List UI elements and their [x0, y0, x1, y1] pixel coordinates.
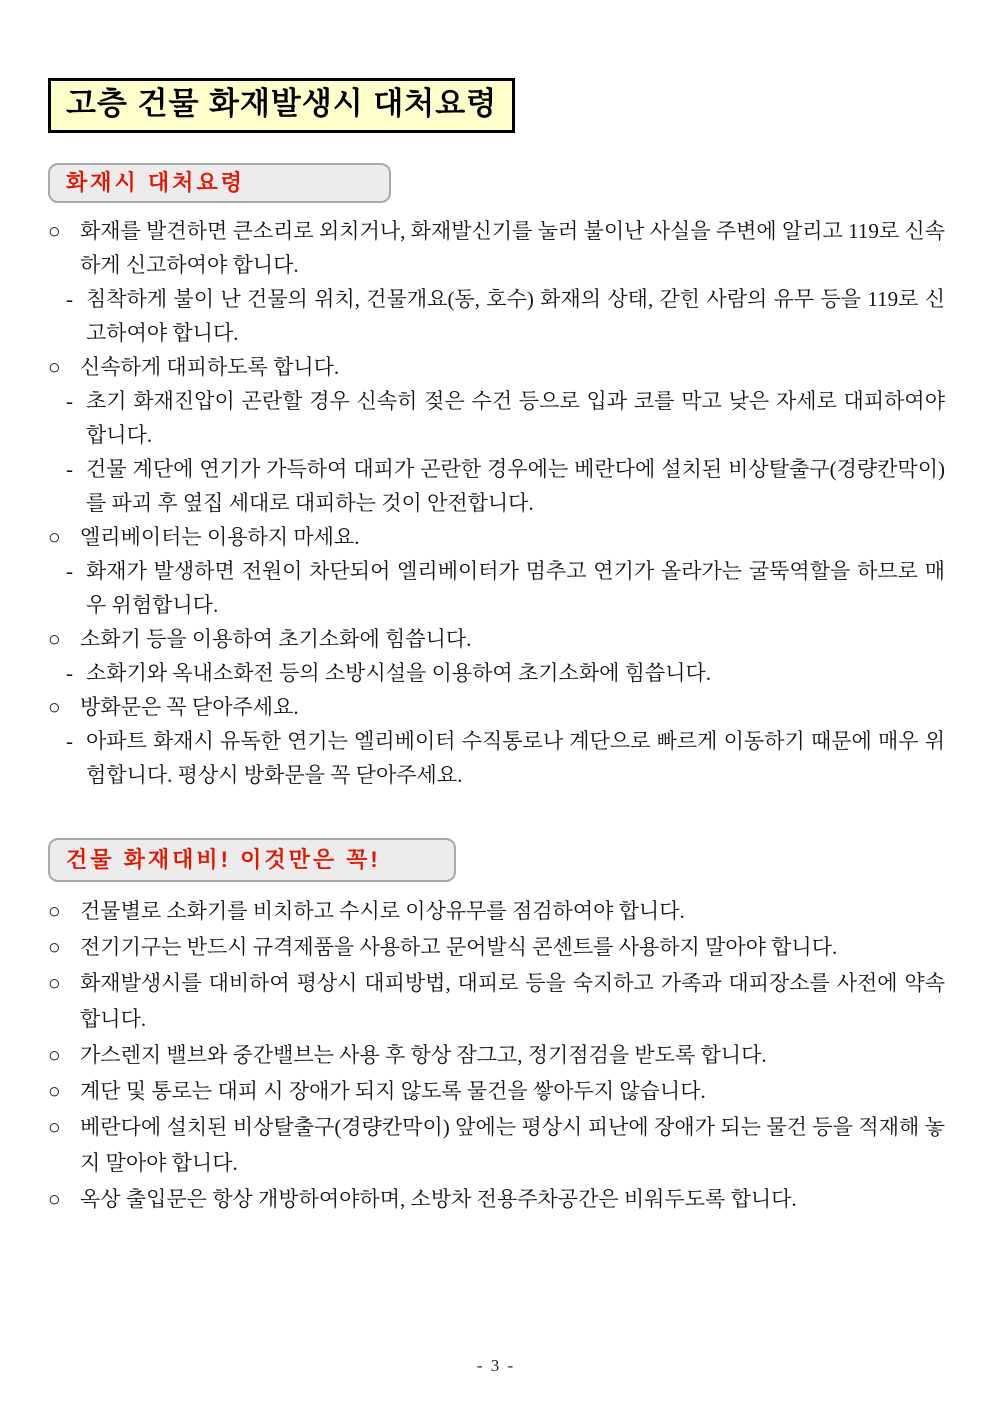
item-text: 방화문은 꼭 닫아주세요. [80, 695, 299, 719]
list-item [48, 1073, 945, 1109]
circle-bullet-icon: ○ [48, 1043, 61, 1067]
circle-bullet-icon: ○ [48, 525, 61, 549]
page-number: - 3 - [476, 1356, 516, 1375]
list-item [48, 214, 945, 282]
circle-bullet-icon: ○ [48, 935, 61, 959]
list-subitem [66, 384, 945, 452]
item-text: 화재를 발견하면 큰소리로 외치거나, 화재발신기를 눌러 불이난 사실을 주변에 알리고 119로 신속하게 신고하여야 합니다. [80, 219, 945, 277]
list-subitem [66, 282, 945, 350]
item-text: 건물별로 소화기를 비치하고 수시로 이상유무를 점검하여야 합니다. [80, 899, 685, 923]
list-subitem [66, 452, 945, 520]
list-item [48, 1181, 945, 1217]
subitem-text: 침착하게 불이 난 건물의 위치, 건물개요(동, 호수) 화재의 상태, 갇힌 사람의 유무 등을 119로 신고하여야 합니다. [86, 287, 945, 345]
item-text: 전기기구는 반드시 규격제품을 사용하고 문어발식 콘센트를 사용하지 말아야 합니다. [80, 935, 838, 959]
circle-bullet-icon: ○ [48, 627, 61, 651]
item-text: 화재발생시를 대비하여 평상시 대피방법, 대피로 등을 숙지하고 가족과 대피장소를 사전에 약속합니다. [80, 971, 945, 1031]
list-item [48, 965, 945, 1037]
document-title-box [48, 78, 515, 133]
item-text: 가스렌지 밸브와 중간밸브는 사용 후 항상 잠그고, 정기점검을 받도록 합니다. [80, 1043, 767, 1067]
item-text: 옥상 출입문은 항상 개방하여야하며, 소방차 전용주차공간은 비워두도록 합니다. [80, 1187, 797, 1211]
item-text: 소화기 등을 이용하여 초기소화에 힘씁니다. [80, 627, 472, 651]
dash-bullet-icon: - [66, 661, 73, 685]
circle-bullet-icon: ○ [48, 219, 61, 243]
list-subitem [66, 724, 945, 792]
dash-bullet-icon: - [66, 559, 73, 583]
list-item [48, 520, 945, 554]
section-header-fire-prevention [48, 838, 456, 882]
dash-bullet-icon: - [66, 729, 73, 753]
circle-bullet-icon: ○ [48, 1187, 61, 1211]
circle-bullet-icon: ○ [48, 1079, 61, 1103]
section-header-label: 건물 화재대비! 이것만은 꼭! [66, 847, 381, 872]
dash-bullet-icon: - [66, 457, 73, 481]
list-item [48, 929, 945, 965]
item-text: 신속하게 대피하도록 합니다. [80, 355, 340, 379]
circle-bullet-icon: ○ [48, 971, 61, 995]
list-subitem [66, 554, 945, 622]
item-text: 엘리베이터는 이용하지 마세요. [80, 525, 360, 549]
subitem-text: 초기 화재진압이 곤란할 경우 신속히 젖은 수건 등으로 입과 코를 막고 낮은 자세로 대피하여야 합니다. [86, 389, 945, 447]
circle-bullet-icon: ○ [48, 695, 61, 719]
circle-bullet-icon: ○ [48, 899, 61, 923]
section-header-label: 화재시 대처요령 [66, 170, 245, 195]
section-fire-response-items [48, 214, 945, 792]
list-subitem [66, 656, 945, 690]
dash-bullet-icon: - [66, 389, 73, 413]
list-item [48, 350, 945, 384]
list-item [48, 690, 945, 724]
circle-bullet-icon: ○ [48, 1115, 61, 1139]
subitem-text: 화재가 발생하면 전원이 차단되어 엘리베이터가 멈추고 연기가 올라가는 굴뚝역할을 하므로 매우 위험합니다. [86, 559, 945, 617]
section-header-fire-response [48, 163, 391, 203]
list-item [48, 893, 945, 929]
section-fire-response [48, 163, 945, 792]
page-title: 고층 건물 화재발생시 대처요령 [66, 86, 498, 121]
item-text: 베란다에 설치된 비상탈출구(경량칸막이) 앞에는 평상시 피난에 장애가 되는 물건 등을 적재해 놓지 말아야 합니다. [80, 1115, 945, 1175]
subitem-text: 아파트 화재시 유독한 연기는 엘리베이터 수직통로나 계단으로 빠르게 이동하기 때문에 매우 위험합니다. 평상시 방화문을 꼭 닫아주세요. [86, 729, 945, 787]
subitem-text: 소화기와 옥내소화전 등의 소방시설을 이용하여 초기소화에 힘씁니다. [86, 661, 712, 685]
list-item [48, 622, 945, 656]
item-text: 계단 및 통로는 대피 시 장애가 되지 않도록 물건을 쌓아두지 않습니다. [80, 1079, 706, 1103]
list-item [48, 1109, 945, 1181]
section-fire-prevention [48, 838, 945, 1217]
section-fire-prevention-items [48, 893, 945, 1217]
subitem-text: 건물 계단에 연기가 가득하여 대피가 곤란한 경우에는 베란다에 설치된 비상탈출구(경량칸막이)를 파괴 후 옆집 세대로 대피하는 것이 안전합니다. [86, 457, 945, 515]
dash-bullet-icon: - [66, 287, 73, 311]
circle-bullet-icon: ○ [48, 355, 61, 379]
list-item [48, 1037, 945, 1073]
